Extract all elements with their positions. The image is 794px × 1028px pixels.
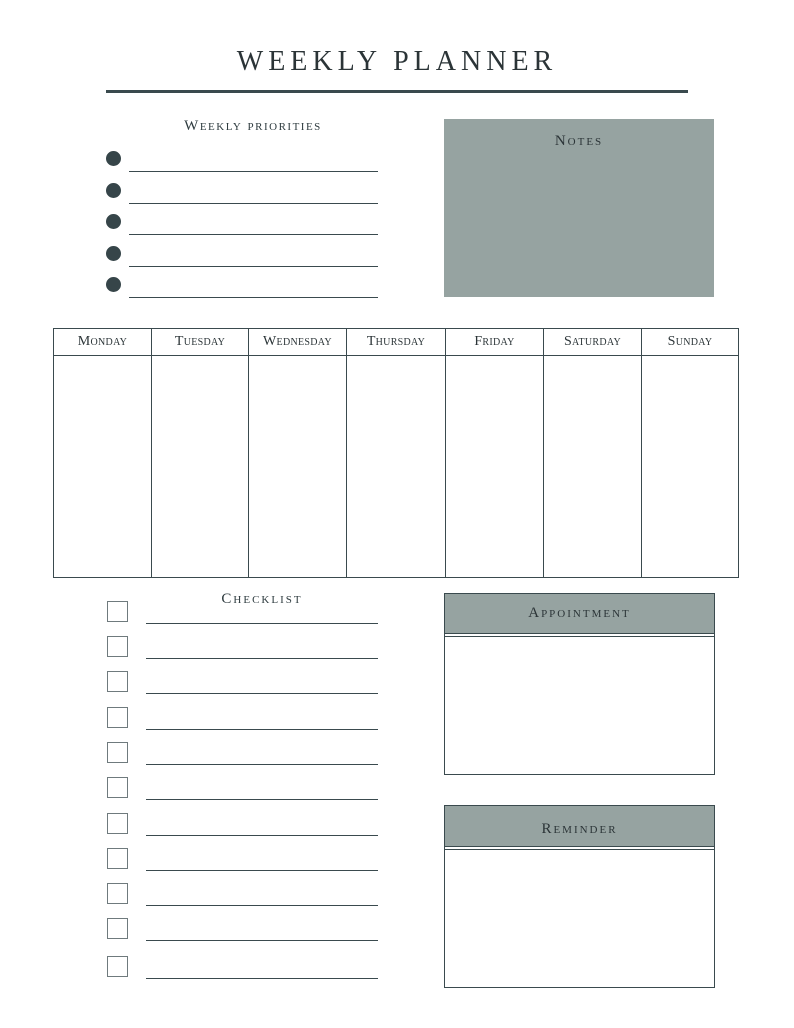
day-header: Saturday [544, 329, 641, 356]
checklist-checkbox[interactable] [107, 601, 128, 622]
day-column-tuesday[interactable] [151, 329, 248, 577]
priority-bullet [106, 246, 121, 261]
checklist-line[interactable] [146, 870, 378, 871]
reminder-panel[interactable] [444, 805, 715, 988]
day-header: Thursday [347, 329, 445, 356]
priority-bullet [106, 183, 121, 198]
priority-line[interactable] [129, 234, 378, 235]
checklist-line[interactable] [146, 905, 378, 906]
checklist-line[interactable] [146, 835, 378, 836]
day-header: Tuesday [152, 329, 248, 356]
checklist-checkbox[interactable] [107, 848, 128, 869]
checklist-checkbox[interactable] [107, 636, 128, 657]
checklist-line[interactable] [146, 623, 378, 624]
checklist-checkbox[interactable] [107, 813, 128, 834]
checklist-line[interactable] [146, 978, 378, 979]
checklist-line[interactable] [146, 658, 378, 659]
day-header: Friday [446, 329, 543, 356]
checklist-line[interactable] [146, 764, 378, 765]
priority-line[interactable] [129, 171, 378, 172]
checklist-checkbox[interactable] [107, 777, 128, 798]
day-column-friday[interactable] [445, 329, 543, 577]
checklist-heading: Checklist [221, 591, 303, 607]
week-grid [53, 328, 739, 578]
day-column-monday[interactable] [54, 329, 151, 577]
priority-bullet [106, 214, 121, 229]
day-column-thursday[interactable] [346, 329, 445, 577]
day-header: Sunday [642, 329, 738, 356]
notes-title: Notes [554, 133, 604, 149]
day-header: Wednesday [249, 329, 346, 356]
priority-line[interactable] [129, 297, 378, 298]
checklist-checkbox[interactable] [107, 742, 128, 763]
appointment-title: Appointment [445, 594, 714, 634]
priority-line[interactable] [129, 203, 378, 204]
day-column-saturday[interactable] [543, 329, 641, 577]
checklist-checkbox[interactable] [107, 918, 128, 939]
checklist-checkbox[interactable] [107, 956, 128, 977]
checklist-line[interactable] [146, 729, 378, 730]
appointment-panel[interactable] [444, 593, 715, 775]
priorities-heading: Weekly priorities [184, 118, 322, 134]
checklist-checkbox[interactable] [107, 707, 128, 728]
checklist-checkbox[interactable] [107, 883, 128, 904]
priority-bullet [106, 151, 121, 166]
title-divider [106, 90, 688, 93]
page-title: WEEKLY PLANNER [236, 46, 558, 77]
day-column-sunday[interactable] [641, 329, 738, 577]
checklist-line[interactable] [146, 693, 378, 694]
priority-line[interactable] [129, 266, 378, 267]
checklist-line[interactable] [146, 799, 378, 800]
checklist-line[interactable] [146, 940, 378, 941]
checklist-checkbox[interactable] [107, 671, 128, 692]
priority-bullet [106, 277, 121, 292]
reminder-title: Reminder [445, 806, 714, 847]
day-column-wednesday[interactable] [248, 329, 346, 577]
day-header: Monday [54, 329, 151, 356]
